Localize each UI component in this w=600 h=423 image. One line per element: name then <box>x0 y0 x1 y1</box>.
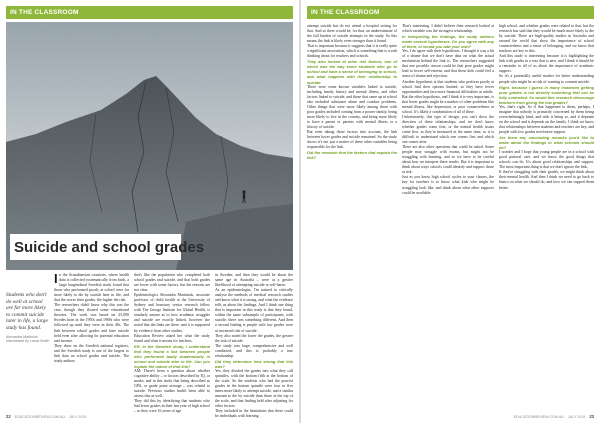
body-paragraph: But the other hypothesis, and I think it is very important, is that lower grades might be a marker of other problems like mental illness, like depression, or poor connectedness at school. It's likely a combination of all of these. <box>402 94 494 114</box>
footer-site-left: EDUCATIONREVIEW.COM.AU <box>14 414 65 419</box>
left-column-1 <box>54 273 129 413</box>
section-label-bar <box>6 6 293 19</box>
body-paragraph: If they're struggling with their grades, we might think about their mental health. And then I think we need to go back to basics on what we should do, and how we can support them better. <box>499 170 594 190</box>
body-paragraph: There were some known variables linked to suicide, including family history and mental illness, and other factors linked to suicide, and those that came up at school also included substance abuse and conduct problems. Other things that were more likely among those with poor grades included coming from a poorer family, being more likely to live in the country, and being more likely to have a parent or parents with mental illness or a history of suicide. <box>307 84 397 129</box>
right-column-1 <box>307 24 397 412</box>
article-title: Suicide and school grades <box>14 238 205 256</box>
right-column-2 <box>402 24 494 412</box>
body-paragraph: I wonder and I hope that young people are in a school with good pastoral care, and we know the good things that schools can do. It's about good relationships and support. The most important thing is that we don't ignore the link. <box>499 150 594 170</box>
page-number-right: 23 <box>589 414 594 419</box>
left-column-2 <box>134 273 210 413</box>
body-paragraph: AM: There's been a question about whether cognitive ability – or factors described by IQ, or marks, and in this study that being described as GPA, or grade point average – was related to suicide. Previous studies hadn't been able to assess this as well. <box>134 368 210 399</box>
interview-question: Did the research find the factors that explain the link? <box>307 150 397 161</box>
body-paragraph: That is important because it suggests that it is really quite a significant association, which is something that is worth thinking about for teachers and schools. <box>307 44 398 59</box>
left-footer <box>6 414 86 419</box>
body-paragraph: high school, and whether grades were related to that, but the research has said that they would be much more likely to die by suicide. There are high-quality studies in Australia and around the world that show the importance of school connectedness and a sense of belonging, and we know that teachers are key to this. <box>499 24 594 54</box>
body-paragraph: They included in the limitations that there could be individuals with learning <box>215 409 293 419</box>
body-paragraph: They did this by identifying that students who had lower grades in their last year of high school – so they were 16 years of age <box>134 399 210 414</box>
body-paragraph: The researchers didn't know why this was the case, though they floated some educational theories. The work was based on 25,000 Swedes born in the 1950s and 1960s who were followed up until they were in their 40s. The link between school grades and later suicide held even after allowing for parental education and income. <box>54 303 129 343</box>
standfirst-block <box>6 292 50 344</box>
section-label-bar-right <box>307 6 594 19</box>
body-paragraph: Unfortunately, this type of design, you can't show the direction of these relationships, and we don't know whether grades come first, or the mental health issues come first, as they're measured at the same time, so it is difficult to understand which one comes first and which one comes after. <box>402 114 494 145</box>
interview-question: Did they determine how strong that link was? <box>215 358 293 369</box>
left-column-3 <box>215 273 293 419</box>
footer-date-left: JULY 2015 <box>68 414 87 419</box>
standfirst: Students who don't do well at school are far more likely to commit suicide later in life, a large study has found. <box>6 292 48 331</box>
footer-site-right: EDUCATIONREVIEW.COM.AU <box>513 414 564 419</box>
body-paragraph: The study was large, comprehensive and well conducted, and this is probably a true relationship. <box>215 343 293 358</box>
page-number-left: 22 <box>6 414 11 419</box>
body-paragraph: In the Scandinavian countries, where health data is collected systematically from birth, a large longitudinal Swedish study found that those who performed poorly at school were far more likely to die by suicide later in life, and that the worse their grades, the higher the risk. <box>54 271 129 303</box>
right-column-3 <box>499 24 594 412</box>
body-paragraph: But even taking those factors into account, the link between lower grades and suicide remained. So the study shows it's not just a matter of these other variables being responsible for the link. <box>307 129 397 150</box>
body-paragraph: Education Review asked her what the study found and what it means for teachers. <box>134 333 210 343</box>
cliff-sketch-image <box>6 22 293 270</box>
body-paragraph: Yes, they divided the grades into what they call quintiles, with the bottom fifth at the bottom of the scale. So the students who had the poorest grades in the bottom quintile were four to five times more likely to attempt suicide, and a similar amount to die by suicide than those at the top of the scale, and that finding held after adjusting for other factors. <box>215 368 293 409</box>
article-title-box <box>10 234 205 260</box>
footer-date-right: JULY 2015 <box>567 414 586 419</box>
body-paragraph: in Sweden, and then they would be about the same age in Australia – were at a greater likelihood of attempting suicide or self-harm. <box>215 273 293 288</box>
body-paragraph: So it's a potentially useful marker for better understanding people who might be at risk of wanting to commit suicide. <box>499 74 594 84</box>
body-paragraph: As an epidemiologist, I'm trained to critically analyse the methods of medical research studies and know what it is strong, and what the evidence tells us about the findings. And I think one thing that is important in this study is that they found, within the same subsample of participants, with suicide, there was something different. And then a second finding is people with low grades were at increased risk of suicide. <box>215 288 293 333</box>
body-paragraph: Yes, that's right. So if that happened to them, perhaps, I imagine that nobody is primarily concerned by them being overwhelmingly kind, and with it being so, and it depends on the school and it depends on the family. I think we know that relationships between students and teachers are key, and people with low grades need more support. <box>499 104 594 134</box>
body-paragraph: There are also other questions that could be asked. Some people may struggle with exams, but might not be struggling with learning, and so we have to be careful about how we interpret these results. But it is important to think about ways schools could identify and support those at risk. <box>402 145 494 175</box>
body-paragraph: attempt suicide but do not attend a hospital setting for that. And so there would be, for that, an underestimate of the full burden of suicide attempts in the study. So this means the link is likely even stronger than it found. <box>307 24 397 44</box>
body-paragraph: That's interesting. I didn't believe their research looked at which variable was the strongest relationship. <box>402 24 494 34</box>
body-paragraph: They also noted the lower the grades, the greater the risk of suicide. <box>215 333 293 343</box>
body-paragraph: They drew on the Swedish national registers, and the Swedish study is one of the largest to link data on school grades and suicide. The study authors <box>54 343 129 363</box>
right-page <box>301 0 600 423</box>
body-paragraph: Just as you know high school cycles to your classes, the key for teachers is to know what kids who might be struggling look like, and think about what other supports could be available. <box>402 175 494 195</box>
left-page <box>0 0 299 423</box>
body-paragraph: that's like the population who completed both school grades and suicide, and that both grades are lower with some factors, but the reasons are not clear. <box>134 273 210 293</box>
body-paragraph: And this study is interesting because it is highlighting the link with grades in a way that is new, and I think it should be a reminder to all of us about the importance of academic support. <box>499 54 594 74</box>
interview-question: Are there any concluding remarks you'd like to make about the findings or what schools should do? <box>499 135 594 151</box>
body-paragraph: Another hypothesis is that students who perform poorly at school find their options limited, so they have fewer opportunities and face more financial difficulties as adults. <box>402 79 494 94</box>
interview-question: They also looked at other risk factors, one of which was the way some students who go to school and have a sense of belonging to school, and what happens with their relationship to suicide. <box>307 59 397 85</box>
hero-illustration <box>6 22 293 270</box>
section-label-right: IN THE CLASSROOM <box>311 9 380 16</box>
body-paragraph: Yes, I do agree with their hypotheses. I thought it was a bit of a shame that we don't have data on what the actual mechanism behind the link is. The researchers suggested that one possible reason could be that poor grades might lead to lower self-esteem, and that these kids could feel a sense of shame and rejection. <box>402 49 494 79</box>
interview-question: Right, because I guess in many instances getting poor grades is not directly something that can be fully controlled. So would this research discourage teachers from giving the low grades? <box>499 84 594 105</box>
interview-question: ER: In the Swedish study, I understand that they found a link between people who performed badly academically in school and suicide later in life. Can you explain the nature of that link? <box>134 343 210 369</box>
section-label: IN THE CLASSROOM <box>10 9 79 16</box>
interview-question: In interpreting the findings, the study authors made several hypotheses. Do you agree with any of them, or would you add your own? <box>402 34 494 50</box>
body-paragraph: Epidemiologist Alexandra Martiniuk, associate professor of child health at the University of Sydney and honorary senior research fellow with The George Institute for Global Health, is similarly unsure as to how academic struggles and suicide are exactly linked, however she noted that the links are there, and it is supported by evidence from other studies. <box>134 293 210 333</box>
author-credit: Alexandra Martiniuk interviewed by Laura Smith <box>6 334 50 344</box>
right-footer <box>514 414 594 419</box>
